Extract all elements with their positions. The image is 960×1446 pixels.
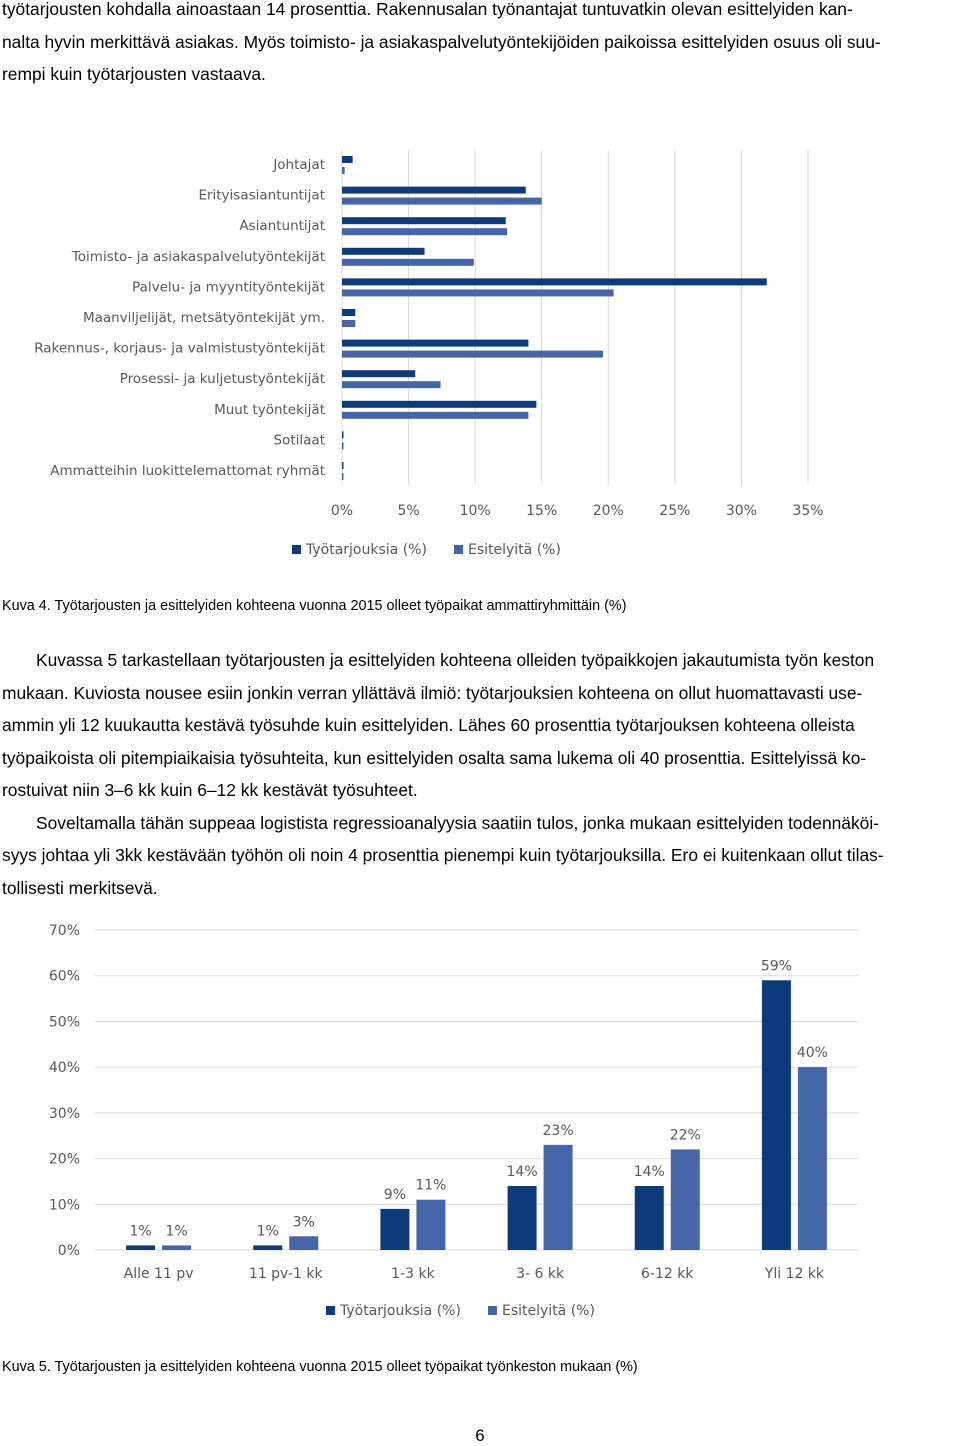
bar-esittelyita <box>342 259 474 266</box>
bar-tyotarjouksia <box>342 156 353 163</box>
bar-tyotarjouksia <box>342 401 536 408</box>
bar-tyotarjouksia <box>342 462 344 469</box>
data-label: 9% <box>383 1186 407 1203</box>
data-label: 23% <box>542 1122 574 1139</box>
legend-label: Työtarjouksia (%) <box>340 1303 461 1319</box>
legend-swatch <box>292 545 301 554</box>
bar-esittelyita <box>671 1149 700 1250</box>
y-tick-label: 0% <box>57 1243 80 1259</box>
text-line: nalta hyvin merkittävä asiakas. Myös toimisto- ja asiakaspalvelutyöntekijöiden paikoissa esittelyiden osuus oli suu- <box>2 31 881 52</box>
page-number: 6 <box>475 1426 485 1445</box>
text-line: mukaan. Kuviosta nousee esiin jonkin verran yllättävä ilmiö: työtarjouksien kohteena on ollut huomattavasti use- <box>2 682 863 703</box>
bar-tyotarjouksia <box>342 217 506 224</box>
category-label: 11 pv-1 kk <box>248 1266 323 1282</box>
legend-swatch <box>326 1306 335 1315</box>
data-label: 1% <box>256 1223 279 1240</box>
bar-esittelyita <box>342 473 344 480</box>
bar-tyotarjouksia <box>342 248 425 255</box>
bar-esittelyita <box>342 320 355 327</box>
body-text <box>2 644 957 904</box>
category-label: 3- 6 kk <box>516 1266 565 1282</box>
bar-esittelyita <box>798 1067 827 1250</box>
category-label: Maanviljelijät, metsätyöntekijät ym. <box>82 310 325 326</box>
bar-esittelyita <box>289 1236 318 1250</box>
data-label: 22% <box>669 1127 701 1144</box>
text-line: ammin yli 12 kuukautta kestävä työsuhde kuin esittelyiden. Lähes 60 prosenttia työtarjouksen kohteena olleista <box>2 715 855 735</box>
x-tick-label: 10% <box>459 503 491 519</box>
legend-swatch <box>454 545 463 554</box>
bar-tyotarjouksia <box>253 1245 282 1250</box>
bar-tyotarjouksia <box>342 309 355 316</box>
y-tick-label: 20% <box>48 1151 80 1168</box>
text-line: Soveltamalla tähän suppeaa logistista regressioanalyysia saatiin tulos, jonka mukaan esittelyiden todennäköi- <box>36 812 879 833</box>
y-tick-label: 10% <box>48 1197 80 1214</box>
bar-esittelyita <box>342 198 542 205</box>
bar-esittelyita <box>544 1145 573 1250</box>
category-label: 1-3 kk <box>391 1266 435 1282</box>
category-label: Prosessi- ja kuljetustyöntekijät <box>119 371 325 388</box>
y-tick-label: 30% <box>48 1105 80 1122</box>
bar-esittelyita <box>342 442 344 449</box>
legend-label: Esitelyitä (%) <box>468 542 561 558</box>
text-line: rempi kuin työtarjousten vastaava. <box>2 64 266 84</box>
text-line: työpaikoista oli pitempiaikaisia työsuhteita, kun esittelyiden osalta sama lukema oli 40 prosenttia. Esittelyissä ko- <box>2 747 867 768</box>
x-tick-label: 35% <box>792 503 824 519</box>
category-label: Sotilaat <box>273 432 325 449</box>
text-line: syys johtaa yli 3kk kestävään työhön oli noin 4 prosenttia pienempi kuin työtarjouksilla. Ero ei kuitenkaan ollut tilas- <box>2 845 884 865</box>
legend-label: Esitelyitä (%) <box>502 1303 595 1319</box>
y-tick-label: 70% <box>48 923 80 939</box>
bar-tyotarjouksia <box>508 1186 537 1250</box>
data-label: 1% <box>165 1223 188 1240</box>
category-label: Erityisasiantuntijat <box>198 187 325 204</box>
text-line: Kuvassa 5 tarkastellaan työtarjousten ja esittelyiden kohteena olleiden työpaikkojen jakautumista työn keston <box>36 650 875 670</box>
bar-tyotarjouksia <box>342 370 415 377</box>
bar-esittelyita <box>342 381 441 388</box>
data-label: 14% <box>506 1164 538 1180</box>
top-paragraph <box>2 0 957 91</box>
y-tick-label: 60% <box>48 968 80 985</box>
figure4-caption: Kuva 4. Työtarjousten ja esittelyiden kohteena vuonna 2015 olleet työpaikat ammattiryhmittäin (%) <box>2 598 627 614</box>
data-label: 59% <box>760 958 792 975</box>
category-label: Asiantuntijat <box>239 218 325 235</box>
legend-swatch <box>488 1306 497 1315</box>
duration-bar-chart <box>0 915 960 1330</box>
category-label: Yli 12 kk <box>764 1266 825 1282</box>
text-line: tollisesti merkitsevä. <box>2 877 158 898</box>
data-label: 3% <box>292 1214 315 1231</box>
x-tick-label: 25% <box>659 503 691 519</box>
x-tick-label: 30% <box>725 503 757 519</box>
text-line: työtarjousten kohdalla ainoastaan 14 prosenttia. Rakennusalan työnantajat tuntuvatkin olevan esittelyiden kan- <box>2 0 853 19</box>
bar-esittelyita <box>342 167 345 174</box>
category-label: Muut työntekijät <box>214 401 325 418</box>
data-label: 11% <box>415 1177 447 1194</box>
category-label: Rakennus-, korjaus- ja valmistustyöntekijät <box>34 340 325 357</box>
data-label: 40% <box>796 1045 828 1062</box>
bar-tyotarjouksia <box>342 278 767 285</box>
bar-esittelyita <box>342 351 603 358</box>
bar-tyotarjouksia <box>342 431 344 438</box>
bar-esittelyita <box>162 1245 191 1250</box>
category-label: Toimisto- ja asiakaspalvelutyöntekijät <box>71 248 325 265</box>
x-tick-label: 20% <box>592 503 624 519</box>
data-label: 14% <box>633 1164 665 1180</box>
bar-tyotarjouksia <box>762 980 791 1250</box>
x-tick-label: 15% <box>526 503 558 519</box>
bar-tyotarjouksia <box>126 1245 155 1250</box>
x-tick-label: 5% <box>397 503 420 519</box>
category-label: Johtajat <box>273 157 325 173</box>
bar-tyotarjouksia <box>342 187 526 194</box>
bar-esittelyita <box>342 289 614 296</box>
bar-esittelyita <box>342 412 528 419</box>
bar-esittelyita <box>342 228 507 235</box>
y-tick-label: 40% <box>48 1060 80 1077</box>
text-line: rostuivat niin 3–6 kk kuin 6–12 kk kestävät työsuhteet. <box>2 780 418 800</box>
category-label: Alle 11 pv <box>123 1266 194 1282</box>
bar-esittelyita <box>416 1200 445 1250</box>
bar-tyotarjouksia <box>380 1209 409 1250</box>
x-tick-label: 0% <box>330 503 354 519</box>
figure5-caption: Kuva 5. Työtarjousten ja esittelyiden kohteena vuonna 2015 olleet työpaikat työnkeston mukaan (%) <box>2 1359 638 1375</box>
y-tick-label: 50% <box>48 1014 80 1031</box>
bar-tyotarjouksia <box>635 1186 664 1250</box>
bar-tyotarjouksia <box>342 340 528 347</box>
legend-label: Työtarjouksia (%) <box>306 542 427 558</box>
occupation-bar-chart <box>0 140 960 570</box>
category-label: 6-12 kk <box>641 1266 694 1282</box>
category-label: Ammatteihin luokittelemattomat ryhmät <box>50 463 325 479</box>
category-label: Palvelu- ja myyntityöntekijät <box>132 279 325 296</box>
data-label: 1% <box>129 1223 152 1240</box>
